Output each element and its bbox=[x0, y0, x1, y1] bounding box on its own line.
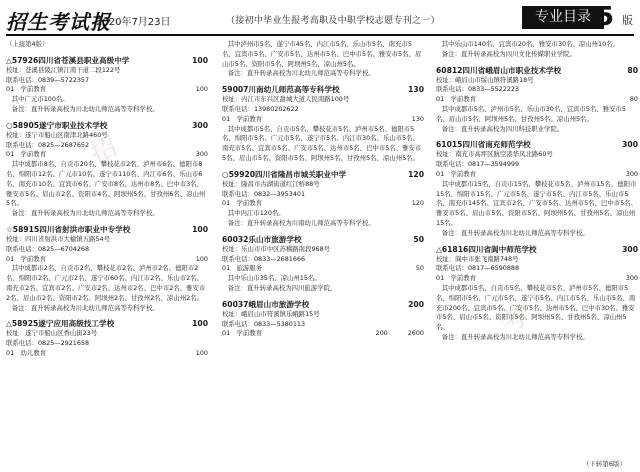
paragraph: 备注：直升转录高校为川北幼儿师范高等专科学校。 bbox=[441, 332, 589, 341]
school-quota: 130 bbox=[408, 85, 424, 95]
paragraph: 其中成都市5名、自贡市5名、攀枝花市5名、泸州市5名、德阳市5名、绵阳市5名、广元市5名、遂宁市5名、内江市30名、乐山市5名、南充市5名、宜宾市5名、广安市5名、达州市5名、巴中市5名、雅安市5名、眉山市5名、资阳市5名、阿坝州5名、甘孜州5名、凉山州5名。 bbox=[222, 124, 422, 162]
page-header bbox=[0, 0, 640, 40]
school-heading bbox=[436, 244, 638, 255]
paragraph: 其中成都市5名、泸州市5名、乐山市30名、宜宾市5名、雅安市5名、眉山市5名、阿坝州5名、甘孜州5名、凉山州5名。 bbox=[436, 104, 626, 123]
column-left bbox=[6, 40, 208, 466]
newspaper-logo: 招生考试报 bbox=[6, 10, 111, 34]
school-name: 60812四川省峨眉山市职业技术学校 bbox=[436, 65, 562, 75]
school-heading bbox=[222, 234, 424, 245]
major-quota: 120 bbox=[411, 199, 424, 208]
total-quota: 2600 bbox=[407, 329, 424, 338]
school-quota: 300 bbox=[192, 120, 208, 130]
school-name: ☆58915四川省射洪市职业中专学校 bbox=[6, 224, 131, 234]
major-row bbox=[436, 170, 638, 180]
major-name: 01 学前教育 bbox=[222, 329, 263, 338]
info-line: 校址：遂宁市船山区香山街23号 bbox=[6, 329, 98, 338]
major-row bbox=[436, 95, 638, 105]
major-row bbox=[222, 329, 424, 339]
watermark: 招 bbox=[85, 131, 123, 170]
major-name: 01 学前教育 bbox=[6, 85, 47, 94]
paragraph: 备注：直升转录高校为四川科技职业学院。 bbox=[441, 124, 564, 133]
paragraph: 备注：直升转录高校为四川文化传媒职业学院。 bbox=[441, 49, 576, 58]
paragraph: 其中成都市8名、自贡市20名、攀枝花市2名、泸州市6名、德阳市8名、绵阳市12名、广元市10名、遂宁市110名、内江市6名、乐山市6名、南充市10名、宜宾市6名、广安市8名、达州市8名、巴中市3名、雅安市5名、眉山市2名、资阳市4名、阿坝州5名、甘孜州6名、凉山州5名。 bbox=[6, 160, 206, 208]
info-line: 校址：峨眉山市符溪镇乐峨路15号 bbox=[222, 309, 320, 318]
school-heading bbox=[222, 84, 424, 95]
school-quota: 100 bbox=[192, 319, 208, 329]
paragraph: 备注：直升转录高校为川南幼儿师范高等专科学校。 bbox=[227, 218, 375, 227]
info-line: 校址：内江市东兴区甜城大道人民南路100号 bbox=[222, 95, 350, 104]
school-name: 60032乐山市旅游学校 bbox=[222, 234, 302, 244]
info-line: 联系电话：0825—6704268 bbox=[6, 244, 90, 253]
school-heading bbox=[436, 65, 638, 76]
paragraph: 其中内江市120名。 bbox=[227, 209, 285, 218]
major-quota: 50 bbox=[415, 264, 424, 273]
school-name: ○58905遂宁市职业技术学校 bbox=[6, 120, 108, 130]
school-heading bbox=[436, 139, 638, 150]
school-quota: 300 bbox=[622, 140, 638, 150]
major-name: 01 学前教育 bbox=[436, 274, 477, 283]
continued-note: （下转第6版） bbox=[582, 460, 626, 468]
school-quota: 200 bbox=[408, 299, 424, 309]
info-line: 联系电话：0833—5522223 bbox=[436, 85, 520, 94]
paragraph: 其中泸州市5名、遂宁市45名、内江市5名、乐山市5名、南充市5名、宜宾市5名、广安市5名、达州市5名、巴中市5名、雅安市5名、眉山市5名、资阳市5名、阿坝州5名、凉山州5名。 bbox=[222, 40, 422, 68]
school-name: △58925遂宁应用高级技工学校 bbox=[6, 319, 115, 329]
paragraph: 其中成都市2名、自贡市2名、攀枝花市2名、泸州市2名、德阳市2名、绵阳市2名、广元市2名、遂宁市60名、内江市2名、乐山市2名、南充市2名、宜宾市2名、广安市2名、达州市2名、巴中市2名、雅安市2名、眉山市2名、资阳市2名、阿坝州2名、甘孜州2名、凉山州2名。 bbox=[6, 264, 206, 302]
school-heading bbox=[222, 299, 424, 310]
school-quota: 50 bbox=[413, 234, 424, 244]
school-quota: 100 bbox=[192, 224, 208, 234]
school-name: ○59920四川省隆昌市城关职业中学 bbox=[222, 169, 347, 179]
info-line: 联系电话：0825—2921658 bbox=[6, 339, 90, 348]
section-label: 专业目录 bbox=[522, 6, 604, 29]
major-row bbox=[222, 264, 424, 274]
major-quota: 80 bbox=[629, 95, 638, 104]
major-name: 01 幼儿教育 bbox=[6, 348, 47, 357]
school-quota: 120 bbox=[408, 169, 424, 179]
paragraph: 备注：直升转录高校为川北幼儿师范高等专科学校。 bbox=[11, 303, 159, 312]
issue-date: 2020年7月23日 bbox=[96, 17, 171, 28]
major-quota: 130 bbox=[411, 114, 424, 123]
info-line: 联系电话：0832—3953401 bbox=[222, 189, 306, 198]
major-row bbox=[6, 349, 208, 359]
info-line: 校址：遂宁市船山区南津北路460号 bbox=[6, 130, 108, 139]
page-number: 5 bbox=[596, 2, 615, 32]
paragraph: 备注：直升转录高校为川北幼儿师范高等专科学校。 bbox=[227, 69, 375, 78]
major-row bbox=[436, 274, 638, 284]
major-quota: 200 bbox=[375, 329, 388, 338]
school-heading bbox=[6, 318, 208, 329]
major-row bbox=[222, 115, 424, 125]
school-name: 61015四川省南充师范学校 bbox=[436, 140, 531, 150]
special-issue-title: （接初中毕业生报考高职及中职学校志愿专刊之一） bbox=[226, 16, 440, 26]
school-quota: 300 bbox=[622, 244, 638, 254]
info-line: 联系电话：0833—5380113 bbox=[222, 319, 306, 328]
major-quota: 100 bbox=[195, 254, 208, 263]
school-quota: 100 bbox=[192, 55, 208, 65]
major-quota: 300 bbox=[625, 169, 638, 178]
paragraph: 其中成都市5名、自贡市5名、攀枝花市5名、泸州市5名、德阳市5名、绵阳市5名、广元市5名、遂宁市5名、内江市5名、乐山市5名、南充市200名、宜宾市5名、广安市5名、达州市5名、巴中市30名、雅安市5名、眉山市5名、资阳市5名、阿坝州5名、甘孜州5名、凉山州5名。 bbox=[436, 283, 636, 332]
school-heading bbox=[6, 55, 208, 66]
paragraph: 其中乐山市35名、凉山州15名。 bbox=[227, 274, 321, 283]
info-line: 校址：峨眉山市绥山镇符溪路18号 bbox=[436, 75, 534, 84]
info-line: 联系电话：13980202622 bbox=[222, 104, 299, 113]
paragraph: 其中成都市15名、自贡市15名、攀枝花市5名、泸州市15名、德阳市15名、绵阳市15名、广元市5名、遂宁市5名、内江市5名、乐山市5名、南充市145名、宜宾市2名、广安市5名、达州市5名、巴中市5名、雅安市5名、眉山市5名、资阳市5名、阿坝州5名、甘孜州5名、凉山州15名。 bbox=[436, 179, 638, 227]
info-line: 校址：乐山市市中区苏稽路南段968号 bbox=[222, 244, 331, 253]
major-quota: 100 bbox=[195, 348, 208, 357]
school-heading bbox=[6, 224, 208, 235]
column-right bbox=[436, 40, 638, 466]
info-line: 校址：四川省射洪市大榆镇五路54号 bbox=[6, 234, 110, 243]
paragraph: 备注：直升转录高校为川北幼儿师范高等专科学校。 bbox=[11, 209, 159, 218]
major-name: 01 学前教育 bbox=[436, 169, 477, 178]
major-name: 01 学前教育 bbox=[222, 199, 263, 208]
info-line: 联系电话：0817—3594999 bbox=[436, 160, 520, 169]
column-middle bbox=[222, 40, 424, 466]
info-line: 联系电话：0825—2687652 bbox=[6, 140, 90, 149]
info-line: 校址：苍溪县陵江镇江南干道二段122号 bbox=[6, 65, 121, 74]
school-name: △57926四川省苍溪县职业高级中学 bbox=[6, 55, 130, 65]
school-quota: 80 bbox=[627, 65, 638, 75]
paragraph: 备注：直升转录高校为川北幼儿师范高等专科学校。 bbox=[441, 228, 589, 237]
major-name: 01 学前教育 bbox=[6, 150, 47, 159]
info-line: 校址：阆中市张飞南路748号 bbox=[436, 254, 519, 263]
major-name: 01 学前教育 bbox=[436, 95, 477, 104]
info-line: 联系电话：0817—6590888 bbox=[436, 264, 520, 273]
page-unit: 版 bbox=[622, 14, 633, 27]
info-line: 联系电话：0833—2681666 bbox=[222, 254, 306, 263]
major-row bbox=[222, 199, 424, 209]
info-line: 校址：南充市高坪区航空港华凤北路60号 bbox=[436, 150, 553, 159]
major-row bbox=[6, 85, 208, 95]
school-heading bbox=[222, 169, 424, 180]
paragraph: 其中广元市100名。 bbox=[11, 95, 69, 104]
major-quota-group bbox=[376, 329, 424, 339]
school-name: 60037峨眉山市旅游学校 bbox=[222, 299, 310, 309]
major-quota: 300 bbox=[195, 150, 208, 159]
major-name: 01 学前教育 bbox=[222, 114, 263, 123]
paragraph: 备注：直升转录高校为川北幼儿师范高等专科学校。 bbox=[11, 104, 159, 113]
school-name: △61816四川省阆中师范学校 bbox=[436, 244, 537, 254]
info-line: 联系电话：0839—5722357 bbox=[6, 75, 90, 84]
major-quota: 300 bbox=[625, 274, 638, 283]
major-name: 01 学前教育 bbox=[6, 254, 47, 263]
continued-from: （上接第4版） bbox=[6, 40, 49, 48]
info-line: 校址：隆昌市古湖街道红江桥88号 bbox=[222, 179, 320, 188]
major-name: 01 旅游服务 bbox=[222, 264, 263, 273]
paragraph: 备注：直升转录高校为四川旅游学院。 bbox=[227, 283, 337, 292]
header-rule bbox=[6, 34, 634, 36]
watermark: 考 bbox=[495, 301, 533, 340]
major-row bbox=[6, 255, 208, 265]
paragraph: 其中乐山市140名、宜宾市20名、雅安市30名、凉山州10名。 bbox=[441, 40, 619, 48]
major-quota: 100 bbox=[195, 85, 208, 94]
school-name: 59007川南幼儿师范高等专科学校 bbox=[222, 85, 340, 95]
